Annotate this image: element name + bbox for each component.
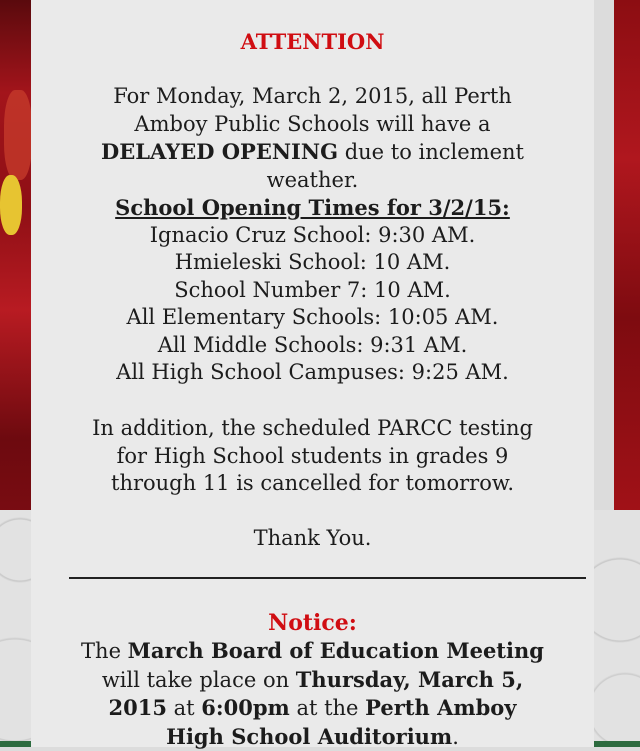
background-photo-left — [0, 0, 32, 517]
meeting-name: March Board of Education Meeting — [127, 638, 544, 663]
opening-time-item: All High School Campuses: 9:25 AM. — [116, 360, 509, 384]
divider — [69, 577, 586, 579]
meeting-text — [78, 637, 548, 751]
delay-tail: due to inclement weather. — [266, 140, 524, 192]
meeting-time: 6:00pm — [201, 695, 290, 720]
photo-detail — [4, 90, 32, 180]
meeting-the: The — [81, 639, 128, 663]
notice-heading: Notice: — [268, 610, 357, 636]
photo-detail — [0, 175, 22, 235]
meeting-venue: Perth Amboy High School Auditorium — [166, 695, 517, 749]
opening-time-item: School Number 7: 10 AM. — [174, 277, 451, 302]
opening-time-item: Hmieleski School: 10 AM. — [174, 250, 451, 274]
announcement-panel — [31, 0, 594, 747]
delay-text — [83, 83, 543, 194]
parcc-notice — [31, 415, 594, 498]
background-photo-right — [614, 0, 640, 530]
meeting-notice — [31, 637, 594, 751]
attention-heading: ATTENTION — [240, 29, 385, 54]
meeting-date: Thursday, March 5, 2015 — [108, 666, 524, 720]
thank-you: Thank You. — [253, 526, 372, 550]
delayed-opening-emphasis: DELAYED OPENING — [101, 139, 339, 164]
delay-intro: For Monday, March 2, 2015, all Perth Amboy Public Schools will have a — [113, 84, 512, 136]
meeting-at-the: at the — [289, 696, 366, 720]
meeting-end: . — [452, 724, 459, 749]
opening-time-item: All Middle Schools: 9:31 AM. — [157, 332, 468, 357]
meeting-place-text: will take place on — [101, 667, 296, 692]
parcc-text: In addition, the scheduled PARCC testing for High School students in grades 9 through 11 is cancelled for tomorrow. — [92, 416, 533, 495]
opening-time-item: All Elementary Schools: 10:05 AM. — [126, 305, 499, 329]
delay-announcement — [31, 83, 594, 194]
opening-times-heading: School Opening Times for 3/2/15: — [115, 195, 510, 220]
opening-times — [31, 194, 594, 387]
opening-time-item: Ignacio Cruz School: 9:30 AM. — [149, 222, 476, 247]
meeting-at: at — [166, 696, 202, 720]
